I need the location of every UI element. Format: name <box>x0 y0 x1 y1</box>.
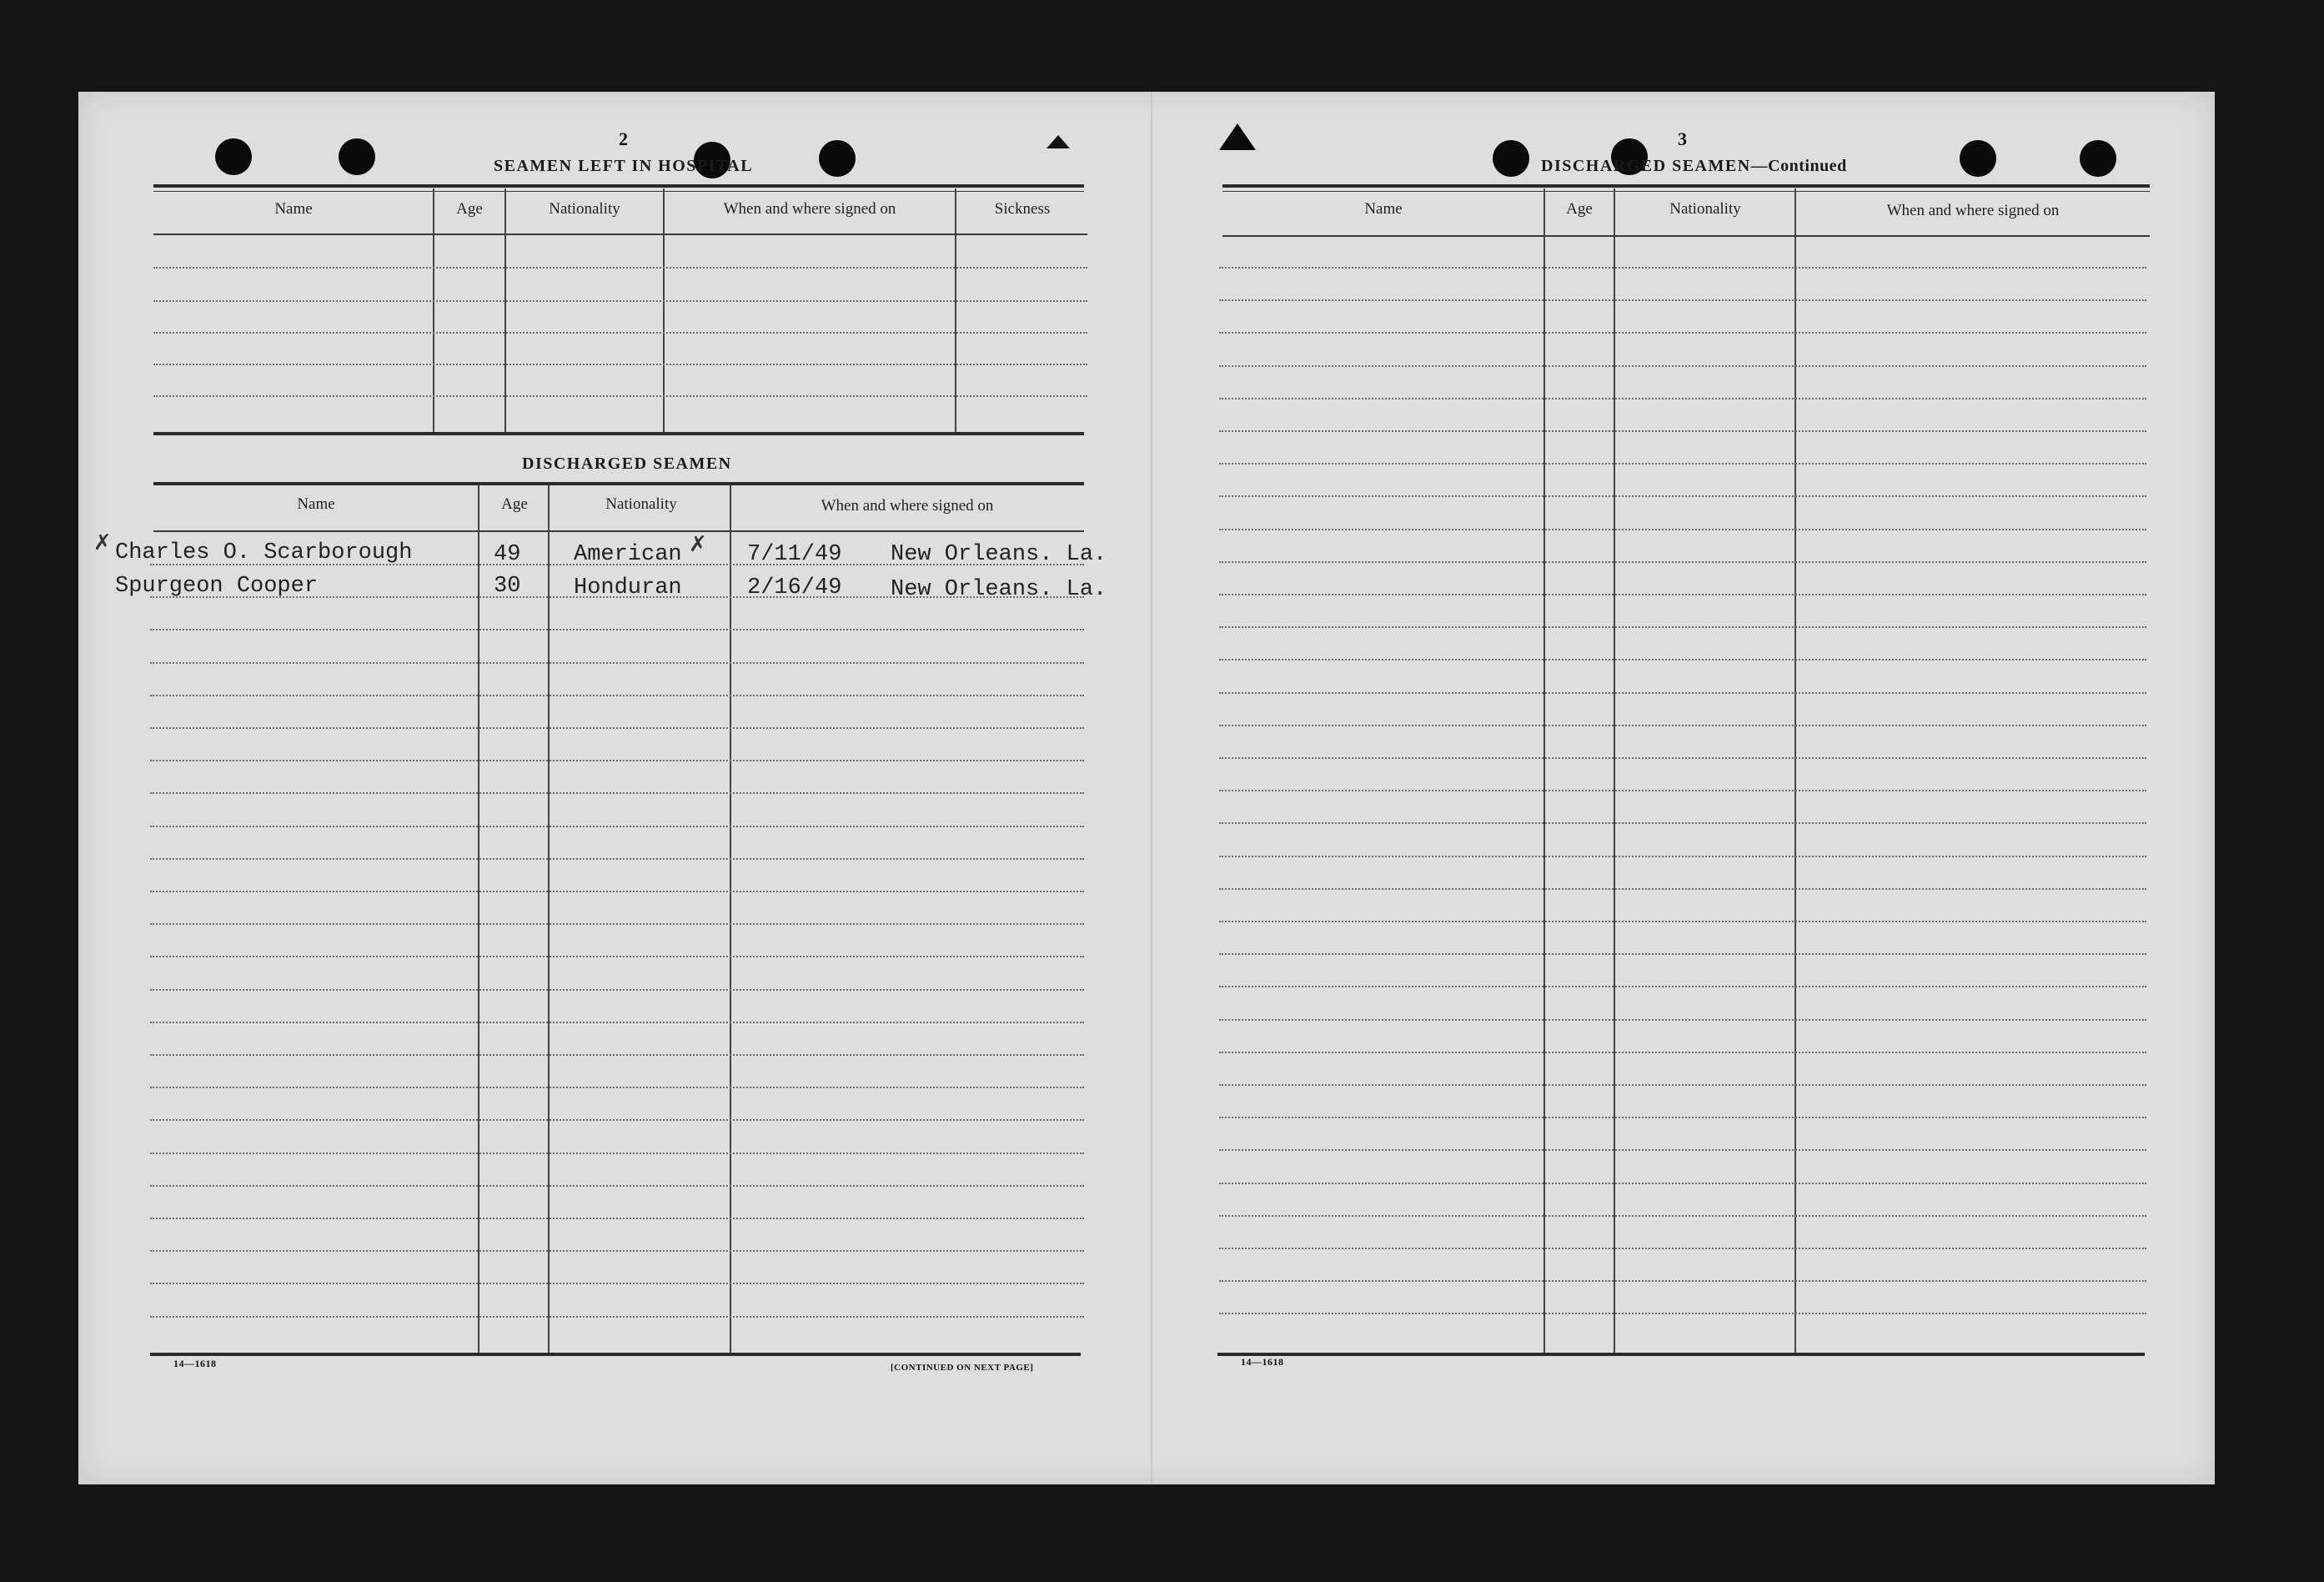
column-header: Age <box>501 495 528 513</box>
column-header: Name <box>297 495 335 513</box>
row-line <box>150 695 1084 696</box>
row-line <box>1219 594 2146 595</box>
row-line <box>1219 888 2146 890</box>
page-number: 2 <box>619 128 628 149</box>
punch-hole <box>339 138 375 175</box>
table-rule <box>153 191 1084 192</box>
row-line <box>1219 463 2146 465</box>
page-number: 3 <box>1678 128 1687 149</box>
section-title-discharged-continued <box>1541 157 1847 176</box>
row-line <box>150 1087 1084 1088</box>
row-line <box>150 1283 1084 1284</box>
row-line <box>1219 659 2146 660</box>
row-line <box>1219 430 2146 432</box>
row-line <box>150 891 1084 892</box>
table-rule <box>150 1353 1081 1356</box>
row-line <box>150 923 1084 925</box>
row-line <box>150 629 1084 630</box>
signed-on-date: 7/11/49 <box>747 542 842 567</box>
column-header: Age <box>1566 200 1593 218</box>
seaman-name: Charles O. Scarborough <box>115 540 413 565</box>
row-line <box>1219 495 2146 497</box>
check-mark: ✗ <box>689 532 707 557</box>
table-rule <box>153 184 1084 188</box>
row-line <box>1219 725 2146 726</box>
column-divider <box>548 485 550 1353</box>
seaman-age: 49 <box>494 542 521 567</box>
binder-notch <box>1219 123 1256 150</box>
row-line <box>1219 921 2146 922</box>
row-line <box>1219 1019 2146 1021</box>
row-line <box>1219 953 2146 955</box>
column-header: Age <box>456 200 483 218</box>
row-line <box>150 662 1084 664</box>
column-header: Name <box>274 200 313 218</box>
section-title-hospital: SEAMEN LEFT IN HOSPITAL <box>494 157 754 175</box>
row-line <box>1219 365 2146 367</box>
row-line <box>1219 529 2146 530</box>
check-mark: ✗ <box>93 530 112 555</box>
row-line <box>1219 561 2146 563</box>
row-line <box>1219 1215 2146 1217</box>
row-line <box>153 267 1087 269</box>
column-divider <box>1543 188 1545 1353</box>
row-line <box>150 1119 1084 1121</box>
form-number: 14—1618 <box>1241 1356 1284 1368</box>
row-line <box>150 956 1084 957</box>
row-line <box>150 1250 1084 1252</box>
row-line <box>150 1054 1084 1056</box>
row-line <box>150 858 1084 860</box>
row-line <box>153 364 1087 365</box>
signed-on-place: New Orleans. La. <box>891 577 1107 602</box>
row-line <box>1219 1248 2146 1249</box>
row-line <box>150 760 1084 761</box>
row-line <box>1219 332 2146 334</box>
section-title-text: DISCHARGED SEAMEN <box>1541 157 1751 175</box>
table-rule <box>1222 191 2150 192</box>
row-line <box>1219 1084 2146 1086</box>
row-line <box>150 727 1084 729</box>
row-line <box>150 1022 1084 1023</box>
seaman-name: Spurgeon Cooper <box>115 574 319 599</box>
punch-hole <box>1493 140 1529 177</box>
row-line <box>1219 1052 2146 1053</box>
form-number: 14—1618 <box>173 1358 217 1369</box>
seaman-nationality: Honduran <box>574 575 682 600</box>
column-header: Nationality <box>1669 200 1741 218</box>
row-line <box>150 989 1084 991</box>
section-title-discharged: DISCHARGED SEAMEN <box>522 455 732 473</box>
row-line <box>1219 822 2146 824</box>
table-rule <box>1217 1353 2145 1356</box>
table-rule <box>1222 235 2150 237</box>
column-header: Sickness <box>994 200 1051 218</box>
punch-hole <box>215 138 252 175</box>
signed-on-date: 2/16/49 <box>747 575 842 600</box>
row-line <box>150 1316 1084 1318</box>
row-line <box>1219 1313 2146 1314</box>
row-line <box>150 1218 1084 1219</box>
row-line <box>1219 692 2146 694</box>
column-divider <box>478 485 479 1353</box>
row-line <box>150 1153 1084 1154</box>
row-line <box>153 300 1087 302</box>
row-line <box>1219 986 2146 987</box>
column-divider <box>1614 188 1615 1353</box>
page-fold <box>1151 92 1152 1484</box>
binder-notch <box>1047 135 1070 148</box>
punch-hole <box>819 140 856 177</box>
seaman-age: 30 <box>494 574 521 599</box>
seaman-nationality: American <box>574 542 682 567</box>
row-line <box>150 1185 1084 1187</box>
column-divider <box>1794 188 1796 1353</box>
row-line <box>153 332 1087 334</box>
row-line <box>1219 398 2146 399</box>
table-rule <box>153 432 1084 435</box>
column-header: When and where signed on <box>821 497 994 515</box>
row-line <box>1219 1183 2146 1184</box>
row-line <box>153 395 1087 397</box>
row-line <box>1219 757 2146 759</box>
row-line <box>1219 1280 2146 1282</box>
section-title-suffix: —Continued <box>1750 157 1847 175</box>
table-rule <box>153 482 1084 485</box>
row-line <box>1219 1117 2146 1118</box>
row-line <box>1219 1149 2146 1151</box>
row-line <box>1219 856 2146 857</box>
table-rule <box>1222 184 2150 188</box>
row-line <box>150 826 1084 827</box>
row-line <box>150 792 1084 794</box>
row-line <box>1219 267 2146 269</box>
column-header: Nationality <box>549 200 620 218</box>
continued-note: [CONTINUED ON NEXT PAGE] <box>891 1363 1034 1373</box>
punch-hole <box>2080 140 2116 177</box>
table-rule <box>153 234 1087 235</box>
column-header: When and where signed on <box>1886 202 2060 219</box>
column-divider <box>730 485 731 1353</box>
row-line <box>1219 626 2146 628</box>
table-rule <box>153 530 1084 532</box>
punch-hole <box>1960 140 1996 177</box>
column-header: When and where signed on <box>723 200 896 218</box>
signed-on-place: New Orleans. La. <box>891 542 1107 567</box>
column-header: Nationality <box>605 495 677 513</box>
row-line <box>1219 790 2146 791</box>
column-header: Name <box>1364 200 1403 218</box>
row-line <box>1219 299 2146 301</box>
